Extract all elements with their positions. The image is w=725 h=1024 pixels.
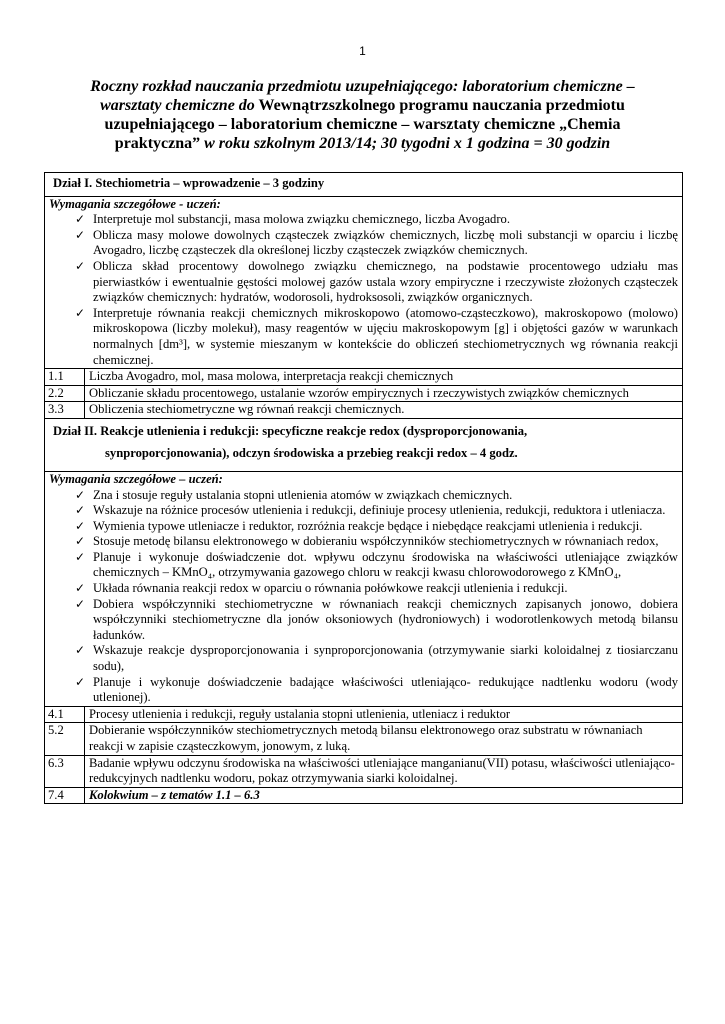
table-row xyxy=(45,706,683,723)
checkmark-icon: ✓ xyxy=(75,258,86,273)
requirement-item xyxy=(75,581,678,597)
topic-text: Obliczenia stechiometryczne wg równań reakcji chemicznych. xyxy=(85,402,683,419)
section1-heading-row xyxy=(45,173,683,197)
section2-heading-line2: synproporcjonowania), odczyn środowiska a przebieg reakcji redox – 4 godz. xyxy=(105,445,518,460)
checkmark-icon: ✓ xyxy=(75,518,86,533)
document-title xyxy=(62,77,663,153)
requirement-text: Wymienia typowe utleniacze i reduktor, rozróżnia reakcje będące i niebędące reakcjami utlenienia i redukcji. xyxy=(93,518,643,533)
section1-req-heading: Wymagania szczegółowe - uczeń: xyxy=(49,196,221,211)
requirement-text: Wskazuje reakcje dysproporcjonowania i synproporcjonowania (otrzymywanie siarki koloidalnej z tiosiarczanu sodu), xyxy=(93,643,678,674)
checkmark-icon: ✓ xyxy=(75,643,86,658)
requirement-text: Planuje i wykonuje doświadczenie badające właściwości utleniająco- redukujące nadtlenku wodoru (wody utlenionej). xyxy=(93,674,678,705)
topic-text: Liczba Avogadro, mol, masa molowa, interpretacja reakcji chemicznych xyxy=(85,369,683,386)
requirement-text: Zna i stosuje reguły ustalania stopni utlenienia atomów w związkach chemicznych. xyxy=(93,487,513,502)
checkmark-icon: ✓ xyxy=(75,305,86,320)
checkmark-icon: ✓ xyxy=(75,549,86,564)
topic-number: 7.4 xyxy=(45,787,85,804)
topic-number: 3.3 xyxy=(45,402,85,419)
requirement-text: Wskazuje na różnice procesów utlenienia i redukcji, definiuje procesy utlenienia, redukcji, reduktora i utleniacza. xyxy=(93,503,666,518)
topic-number: 1.1 xyxy=(45,369,85,386)
topic-number: 5.2 xyxy=(45,723,85,755)
section1-requirements-row xyxy=(45,196,683,369)
checkmark-icon: ✓ xyxy=(75,596,86,611)
requirement-item xyxy=(75,487,678,504)
topic-text: Dobieranie współczynników stechiometrycznych metodą bilansu elektronowego oraz substratu w równaniach reakcji w zapisie cząsteczkowym, jonowym, z luką. xyxy=(85,723,683,755)
requirement-item xyxy=(75,643,678,674)
table-row xyxy=(45,723,683,755)
requirement-text: Planuje i wykonuje doświadczenie dot. wpływu odczynu środowiska na właściwości utleniające związków chemicznych – KMnO₄, otrzymywania gazowego chloru w reakcji kwasu chlorowodorowego z KMnO₄, xyxy=(93,549,678,580)
requirement-item xyxy=(75,674,678,706)
checkmark-icon: ✓ xyxy=(75,487,86,502)
table-row xyxy=(45,369,683,386)
table-row xyxy=(45,755,683,787)
requirement-text: Stosuje metodę bilansu elektronowego w dobieraniu współczynników stechiometrycznych w równaniach redox, xyxy=(93,534,659,549)
section2-requirements xyxy=(45,471,683,706)
title-part1: Roczny rozkład nauczania przedmiotu uzupełniającego: laboratorium chemiczne – warsztaty chemiczne do xyxy=(90,78,635,114)
page-number: 1 xyxy=(359,44,366,58)
requirement-text: Oblicza skład procentowy dowolnego związku chemicznego, na podstawie procentowego udziału mas pierwiastków i ewentualnie gęstości molowej gazów ustala wzory empiryczne i rzeczywiste złożonych cząsteczek związków chemicznych: hydratów, wodorosoli, hydroksosoli, związków organicznych. xyxy=(93,258,678,305)
requirement-text: Interpretuje mol substancji, masa molowa związku chemicznego, liczba Avogadro. xyxy=(93,212,510,227)
section1-heading: Dział I. Stechiometria – wprowadzenie – 3 godziny xyxy=(45,173,683,197)
requirement-item xyxy=(75,534,678,550)
requirement-item xyxy=(75,596,678,644)
requirement-item xyxy=(75,227,678,259)
section2-heading-line1: Dział II. Reakcje utlenienia i redukcji: specyficzne reakcje redox (dysproporcjonowania, xyxy=(53,423,528,438)
section2-req-list xyxy=(49,488,678,706)
requirement-text: Interpretuje równania reakcji chemicznych mikroskopowo (atomowo-cząsteczkowo), makroskopowo (molowo) mikroskopowa (liczby molekuł), masy reagentów w ujęciu makroskopowym [g] i objętości gazów w warunkach normalnych [dm³], w systemie mieszanym w kontekście do obliczeń stechiometrycznych wg równania reakcji chemicznej. xyxy=(93,305,678,367)
topic-number: 2.2 xyxy=(45,385,85,402)
requirement-item xyxy=(75,503,678,519)
section1-req-list xyxy=(49,212,678,368)
checkmark-icon: ✓ xyxy=(75,212,86,227)
requirement-item xyxy=(75,305,678,368)
requirement-text: Układa równania reakcji redox w oparciu o równania połówkowe reakcji utlenienia i redukcji. xyxy=(93,581,568,596)
checkmark-icon: ✓ xyxy=(75,674,86,689)
topic-text: Procesy utlenienia i redukcji, reguły ustalania stopni utlenienia, utleniacz i reduktor xyxy=(85,706,683,723)
requirement-item xyxy=(75,212,678,228)
section2-heading xyxy=(45,418,683,471)
section2-requirements-row xyxy=(45,471,683,706)
syllabus-table xyxy=(44,172,683,804)
section1-requirements xyxy=(45,196,683,369)
requirement-item xyxy=(75,258,678,306)
title-part2: Wewnątrzszkolnego programu nauczania przedmiotu uzupełniającego – laboratorium chemiczne – warsztaty chemiczne „Chemia praktyczna” xyxy=(104,97,625,152)
requirement-item xyxy=(75,518,678,535)
topic-text: Obliczanie składu procentowego, ustalanie wzorów empirycznych i rzeczywistych związków chemicznych xyxy=(85,385,683,402)
topic-text: Kolokwium – z tematów 1.1 – 6.3 xyxy=(85,787,683,804)
title-part3: w roku szkolnym 2013/14; 30 tygodni x 1 godzina = 30 godzin xyxy=(204,135,611,152)
topic-number: 4.1 xyxy=(45,706,85,723)
requirement-text: Oblicza masy molowe dowolnych cząsteczek związków chemicznych, liczbę moli substancji w oparciu i liczbę Avogadro, liczbę cząsteczek dla określonej liczby cząsteczek związków chemicznych. xyxy=(93,227,678,258)
topic-text: Badanie wpływu odczynu środowiska na właściwości utleniające manganianu(VII) potasu, właściwości utleniająco-redukcyjnych nadtlenku wodoru, pokaz otrzymywania siarki koloidalnej. xyxy=(85,755,683,787)
checkmark-icon: ✓ xyxy=(75,503,86,518)
section2-req-heading: Wymagania szczegółowe – uczeń: xyxy=(49,471,223,486)
section2-heading-row xyxy=(45,418,683,471)
checkmark-icon: ✓ xyxy=(75,227,86,242)
requirement-item xyxy=(75,549,678,581)
checkmark-icon: ✓ xyxy=(75,581,86,596)
topic-number: 6.3 xyxy=(45,755,85,787)
table-row xyxy=(45,402,683,419)
checkmark-icon: ✓ xyxy=(75,534,86,549)
table-row xyxy=(45,385,683,402)
table-row xyxy=(45,787,683,804)
requirement-text: Dobiera współczynniki stechiometryczne w równaniach reakcji chemicznych zapisanych jonowo, dobiera współczynniki stechiometryczne dla jonów oksoniowych (hydroniowych) i wodorotlenkowych metodą bilansu ładunków. xyxy=(93,596,678,642)
